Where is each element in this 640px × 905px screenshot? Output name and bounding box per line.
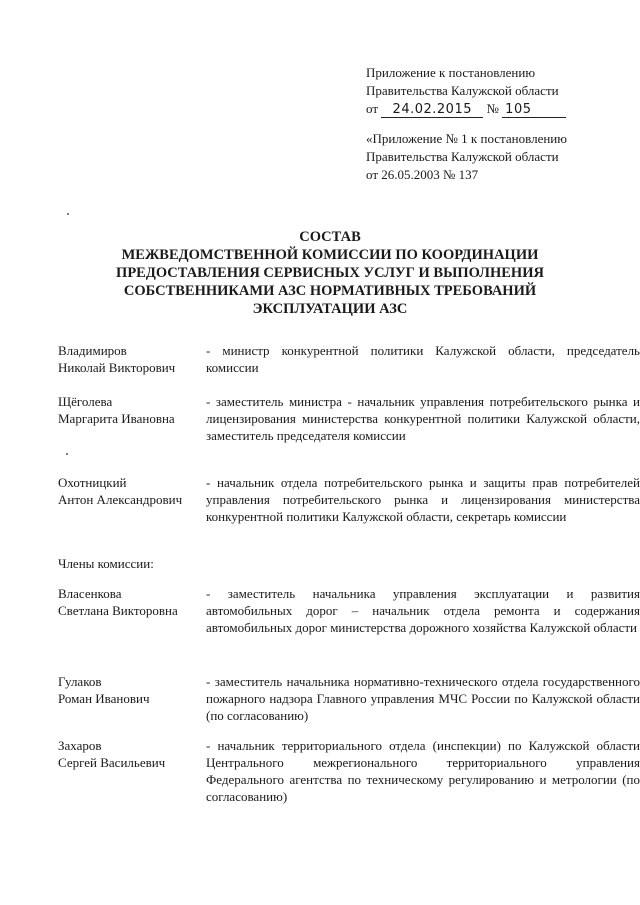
appendix-number: 105 <box>502 102 566 118</box>
person-given-name: Светлана Викторовна <box>58 603 178 618</box>
appendix-line-2: Правительства Калужской области <box>366 83 559 98</box>
title-line-5: ЭКСПЛУАТАЦИИ АЗС <box>252 301 408 317</box>
appendix-reference <box>366 64 606 118</box>
appendix-ot-label: от <box>366 101 379 116</box>
scan-speck <box>66 453 68 455</box>
title-line-3: ПРЕДОСТАВЛЕНИЯ СЕРВИСНЫХ УСЛУГ И ВЫПОЛНЕНИЯ <box>116 265 544 281</box>
original-appendix-line-1: «Приложение № 1 к постановлению <box>366 131 567 146</box>
person-name <box>58 585 203 619</box>
person-role: - министр конкурентной политики Калужской области, председатель комиссии <box>206 343 640 375</box>
person-surname: Гулаков <box>58 674 102 689</box>
person-role: - заместитель начальника нормативно-технического отдела государственного пожарного надзора Главного управления МЧС России по Калужской области (по согласованию) <box>206 674 640 723</box>
person-surname: Щёголева <box>58 394 113 409</box>
person-given-name: Роман Иванович <box>58 691 150 706</box>
person-surname: Охотницкий <box>58 475 127 490</box>
appendix-number-sign: № <box>486 101 499 116</box>
person-role: - заместитель начальника управления эксплуатации и развития автомобильных дорог – начальник отдела ремонта и содержания автомобильных дорог министерства дорожного хозяйства Калужской области <box>206 586 640 635</box>
title-line-1: СОСТАВ <box>299 229 361 245</box>
original-appendix-reference <box>366 130 606 184</box>
person-given-name: Антон Александрович <box>58 492 183 507</box>
title-line-2: МЕЖВЕДОМСТВЕННОЙ КОМИССИИ ПО КООРДИНАЦИИ <box>121 247 539 263</box>
person-surname: Владимиров <box>58 343 127 358</box>
title-line-4: СОБСТВЕННИКАМИ АЗС НОРМАТИВНЫХ ТРЕБОВАНИЙ <box>123 283 537 299</box>
person-name <box>58 673 203 707</box>
person-role: - начальник отдела потребительского рынка и защиты прав потребителей управления потребительского рынка и лицензирования министерства конкурентной политики Калужской области, секретарь комиссии <box>206 475 640 524</box>
person-name <box>58 342 203 376</box>
person-name <box>58 474 203 508</box>
members-heading: Члены комиссии: <box>58 556 154 571</box>
scan-speck <box>67 213 69 215</box>
person-name <box>58 393 203 427</box>
person-given-name: Николай Викторович <box>58 360 176 375</box>
person-given-name: Маргарита Ивановна <box>58 411 175 426</box>
person-name <box>58 737 203 771</box>
original-appendix-line-2: Правительства Калужской области <box>366 149 559 164</box>
original-appendix-line-3: от 26.05.2003 № 137 <box>366 167 479 182</box>
appendix-date-line <box>366 100 606 118</box>
person-role: - заместитель министра - начальник управления потребительского рынка и лицензирования министерства конкурентной политики Калужской области, заместитель председателя комиссии <box>206 394 640 443</box>
person-surname: Власенкова <box>58 586 122 601</box>
document-title <box>100 228 560 318</box>
person-role: - начальник территориального отдела (инспекции) по Калужской области Центрального межрегионального территориального управления Федерального агентства по техническому регулированию и метрологии (по согласованию) <box>206 738 640 804</box>
person-given-name: Сергей Васильевич <box>58 755 166 770</box>
appendix-date: 24.02.2015 <box>381 102 483 118</box>
appendix-line-1: Приложение к постановлению <box>366 65 536 80</box>
person-surname: Захаров <box>58 738 102 753</box>
